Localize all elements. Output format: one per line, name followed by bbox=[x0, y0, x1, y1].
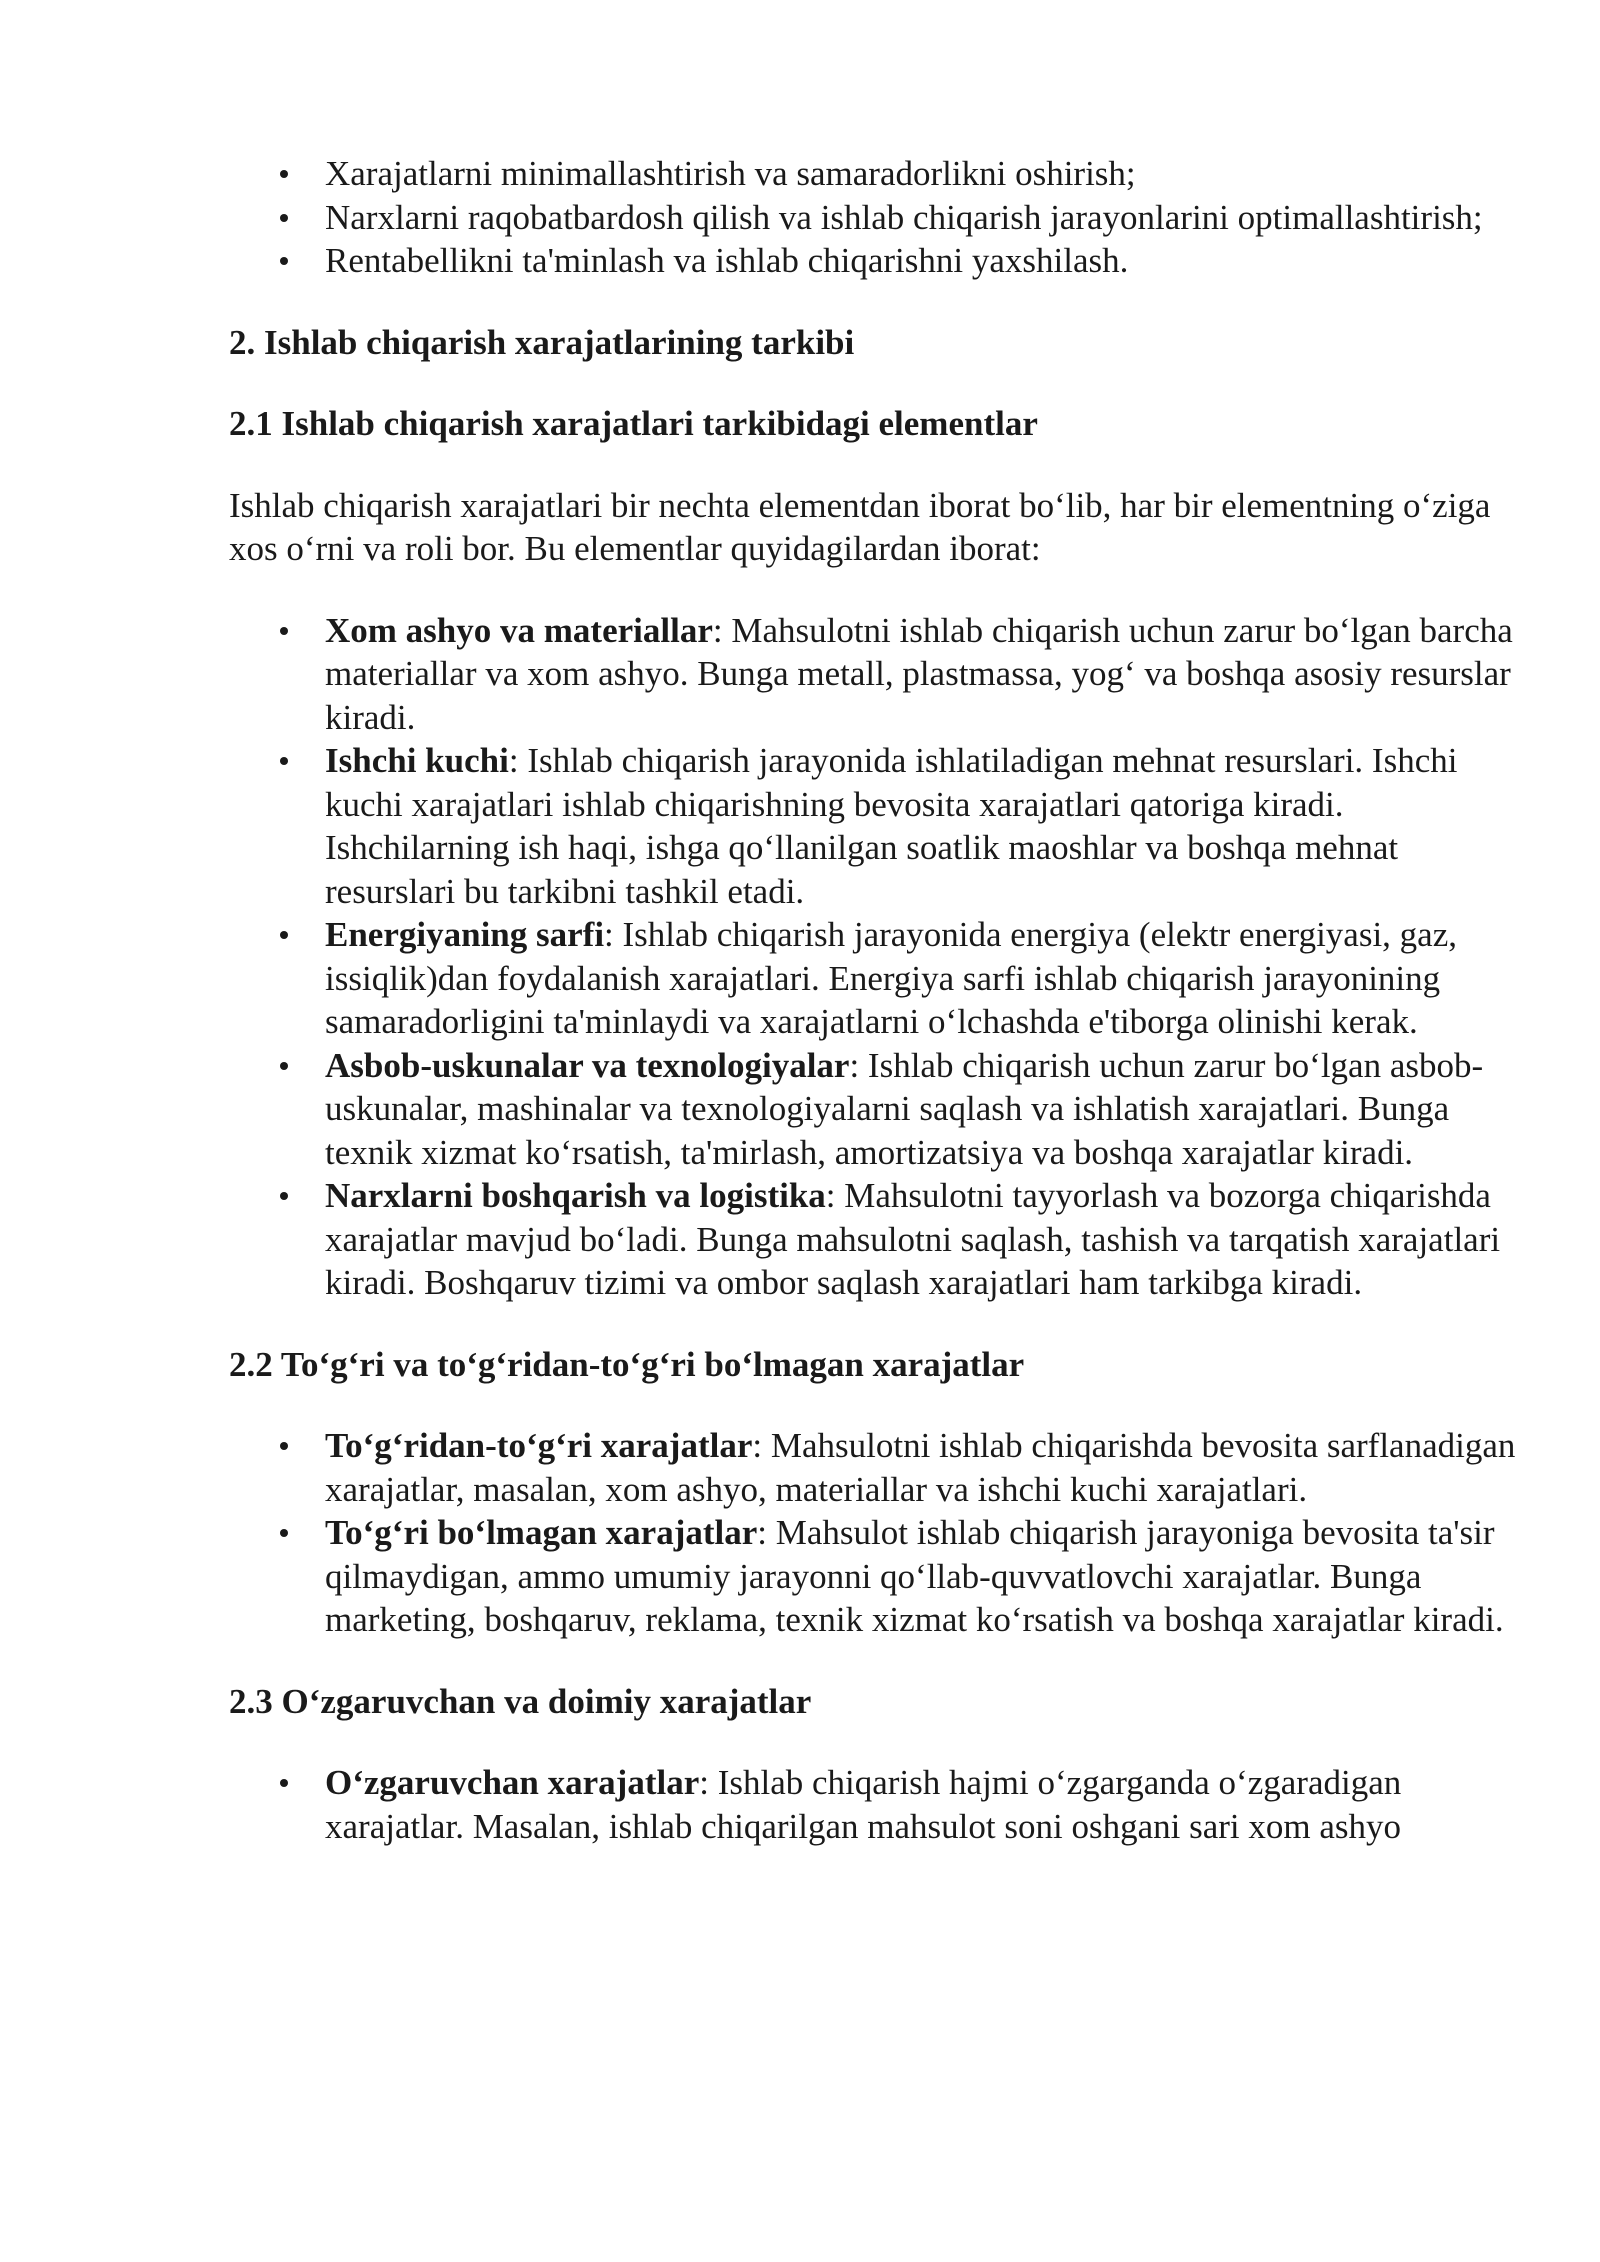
bullet-icon bbox=[280, 757, 288, 765]
list-item: Narxlarni raqobatbardosh qilish va ishlab chiqarish jarayonlarini optimallashtirish; bbox=[229, 196, 1519, 240]
list-item: O‘zgaruvchan xarajatlar: Ishlab chiqarish hajmi o‘zgarganda o‘zgaradigan xarajatlar. Masalan, ishlab chiqarilgan mahsulot soni oshgani sari xom ashyo bbox=[229, 1761, 1519, 1848]
list-item: Narxlarni boshqarish va logistika: Mahsulotni tayyorlash va bozorga chiqarishda xarajatlar mavjud bo‘ladi. Bunga mahsulotni saqlash, tashish va tarqatish xarajatlari kiradi. Boshqaruv tizimi va ombor saqlash xarajatlari ham tarkibga kiradi. bbox=[229, 1174, 1519, 1305]
list-item: To‘g‘ridan-to‘g‘ri xarajatlar: Mahsulotni ishlab chiqarishda bevosita sarflanadigan xarajatlar, masalan, xom ashyo, materiallar va ishchi kuchi xarajatlari. bbox=[229, 1424, 1519, 1511]
subsection-heading: 2.1 Ishlab chiqarish xarajatlari tarkibidagi elementlar bbox=[229, 404, 1038, 443]
intro-list bbox=[229, 152, 1519, 283]
term: Energiyaning sarfi bbox=[325, 915, 605, 954]
variable-fixed-list bbox=[229, 1761, 1519, 1848]
list-item: Ishchi kuchi: Ishlab chiqarish jarayonida ishlatiladigan mehnat resurslari. Ishchi kuchi xarajatlari ishlab chiqarishning bevosita xarajatlari qatoriga kiradi. Ishchilarning ish haqi, ishga qo‘llanilgan soatlik maoshlar va boshqa mehnat resurslari bu tarkibni tashkil etadi. bbox=[229, 739, 1519, 913]
bullet-icon bbox=[280, 257, 288, 265]
term: Ishchi kuchi bbox=[325, 741, 509, 780]
paragraph: Ishlab chiqarish xarajatlari bir nechta elementdan iborat bo‘lib, har bir elementning o‘ziga xos o‘rni va roli bor. Bu elementlar quyidagilardan iborat: bbox=[229, 485, 1491, 568]
bullet-icon bbox=[280, 627, 288, 635]
bullet-icon bbox=[280, 1442, 288, 1450]
term: Xom ashyo va materiallar bbox=[325, 610, 713, 650]
list-item: Xom ashyo va materiallar: Mahsulotni ishlab chiqarish uchun zarur bo‘lgan barcha materiallar va xom ashyo. Bunga metall, plastmassa, yog‘ va boshqa asosiy resurslar kiradi. bbox=[229, 609, 1519, 740]
elements-list bbox=[229, 609, 1519, 1305]
bullet-icon bbox=[280, 1779, 288, 1787]
term: O‘zgaruvchan xarajatlar bbox=[325, 1763, 700, 1802]
bullet-icon bbox=[280, 931, 288, 939]
term: To‘g‘ridan-to‘g‘ri xarajatlar bbox=[325, 1426, 753, 1465]
list-item: Asbob-uskunalar va texnologiyalar: Ishlab chiqarish uchun zarur bo‘lgan asbob-uskunalar, mashinalar va texnologiyalarni saqlash va ishlatish xarajatlari. Bunga texnik xizmat ko‘rsatish, ta'mirlash, amortizatsiya va boshqa xarajatlar kiradi. bbox=[229, 1044, 1519, 1175]
list-item: Energiyaning sarfi: Ishlab chiqarish jarayonida energiya (elektr energiyasi, gaz, issiqlik)dan foydalanish xarajatlari. Energiya sarfi ishlab chiqarish jarayonining samaradorligini ta'minlaydi va xarajatlarni o‘lchashda e'tiborga olinishi kerak. bbox=[229, 913, 1519, 1044]
list-item: Rentabellikni ta'minlash va ishlab chiqarishni yaxshilash. bbox=[229, 239, 1519, 283]
direct-indirect-list bbox=[229, 1424, 1519, 1642]
list-item: To‘g‘ri bo‘lmagan xarajatlar: Mahsulot ishlab chiqarish jarayoniga bevosita ta'sir qilmaydigan, ammo umumiy jarayonni qo‘llab-quvvatlovchi xarajatlar. Bunga marketing, boshqaruv, reklama, texnik xizmat ko‘rsatish va boshqa xarajatlar kiradi. bbox=[229, 1511, 1519, 1642]
term: Asbob-uskunalar va texnologiyalar bbox=[325, 1045, 850, 1085]
list-item: Xarajatlarni minimallashtirish va samaradorlikni oshirish; bbox=[229, 152, 1519, 196]
document-content bbox=[229, 152, 1519, 1848]
subsection-heading: 2.2 To‘g‘ri va to‘g‘ridan-to‘g‘ri bo‘lmagan xarajatlar bbox=[229, 1344, 1025, 1384]
bullet-icon bbox=[280, 1192, 288, 1200]
bullet-icon bbox=[280, 214, 288, 222]
bullet-icon bbox=[280, 170, 288, 178]
term: Narxlarni boshqarish va logistika bbox=[325, 1176, 826, 1215]
section-heading: 2. Ishlab chiqarish xarajatlarining tarkibi bbox=[229, 322, 855, 362]
term: To‘g‘ri bo‘lmagan xarajatlar bbox=[325, 1513, 758, 1552]
subsection-heading: 2.3 O‘zgaruvchan va doimiy xarajatlar bbox=[229, 1681, 812, 1721]
bullet-icon bbox=[280, 1062, 288, 1070]
bullet-icon bbox=[280, 1529, 288, 1537]
